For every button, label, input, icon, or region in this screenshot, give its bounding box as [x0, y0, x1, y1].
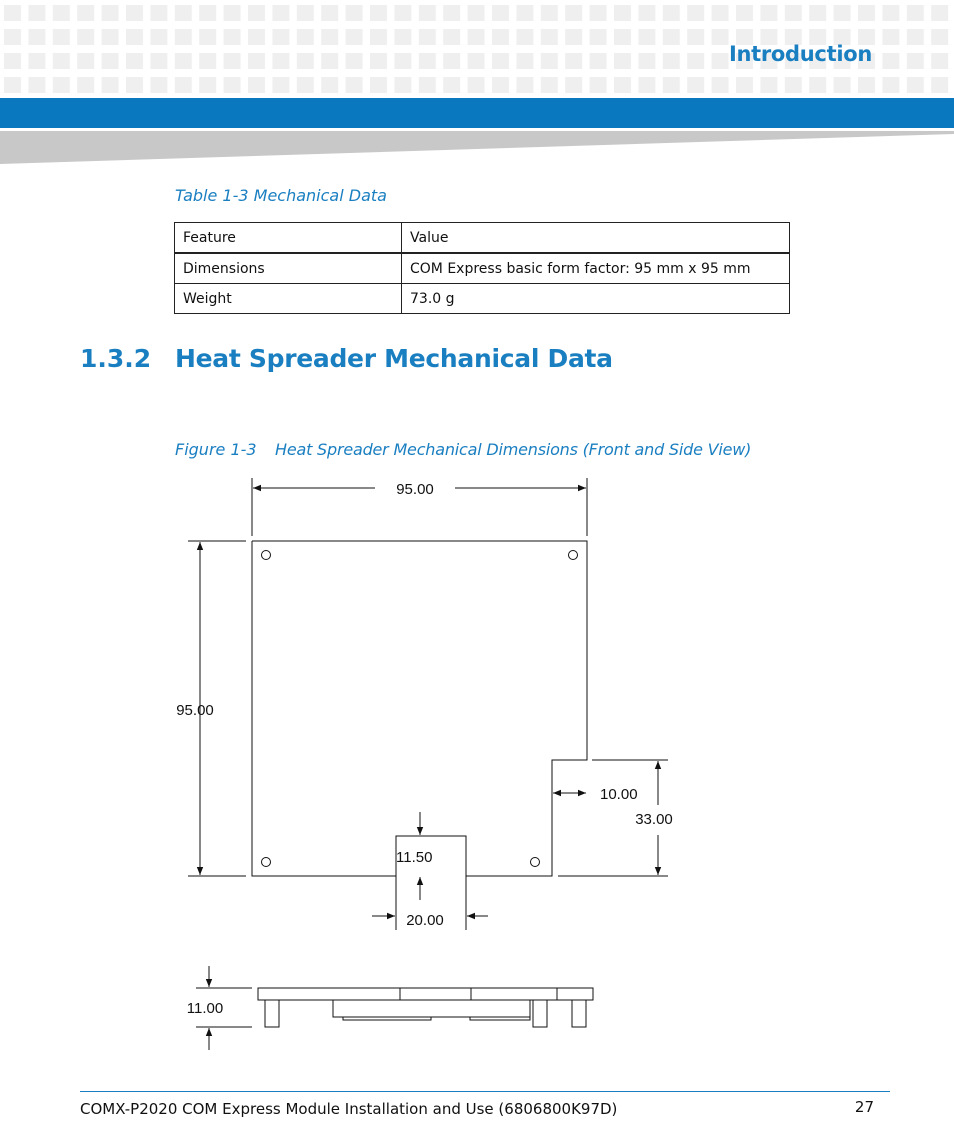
dim-label-notch-height: 33.00 [635, 811, 673, 828]
dim-label-tab-width: 20.00 [406, 912, 444, 929]
standoff [572, 1000, 586, 1027]
figure-title: Heat Spreader Mechanical Dimensions (Front and Side View) [275, 440, 752, 459]
mounting-hole [531, 858, 540, 867]
dim-label-tab-height: 11.50 [396, 849, 433, 866]
standoff [533, 1000, 547, 1027]
side-view [196, 966, 593, 1050]
table-header-value: Value [402, 223, 790, 254]
table-cell: Dimensions [175, 253, 402, 284]
section-number: 1.3.2 [80, 344, 152, 373]
footer-rule [80, 1091, 890, 1092]
side-component [470, 1017, 530, 1020]
table-cell: Weight [175, 284, 402, 314]
table-header-feature: Feature [175, 223, 402, 254]
dim-label-thickness: 11.00 [186, 1000, 224, 1017]
dim-label-height: 95.00 [176, 702, 214, 719]
mounting-hole [569, 551, 578, 560]
page-number: 27 [854, 1098, 874, 1116]
footer-document-title: COMX-P2020 COM Express Module Installation and Use (6806800K97D) [80, 1100, 618, 1118]
table-caption: Table 1-3 Mechanical Data [175, 186, 387, 205]
dim-label-width: 95.00 [396, 481, 434, 498]
table-cell: 73.0 g [402, 284, 790, 314]
mounting-hole [262, 551, 271, 560]
section-title: Heat Spreader Mechanical Data [175, 344, 613, 373]
table-cell: COM Express basic form factor: 95 mm x 95 mm [402, 253, 790, 284]
dim-label-notch-width: 10.00 [600, 786, 638, 803]
figure-label: Figure 1-3 [175, 440, 257, 459]
side-plate [258, 988, 593, 1000]
mounting-hole [262, 858, 271, 867]
side-component [343, 1017, 431, 1020]
header-section-title: Introduction [728, 42, 872, 66]
dimension-labels [176, 481, 673, 1017]
standoff [265, 1000, 279, 1027]
side-component [333, 1000, 530, 1017]
